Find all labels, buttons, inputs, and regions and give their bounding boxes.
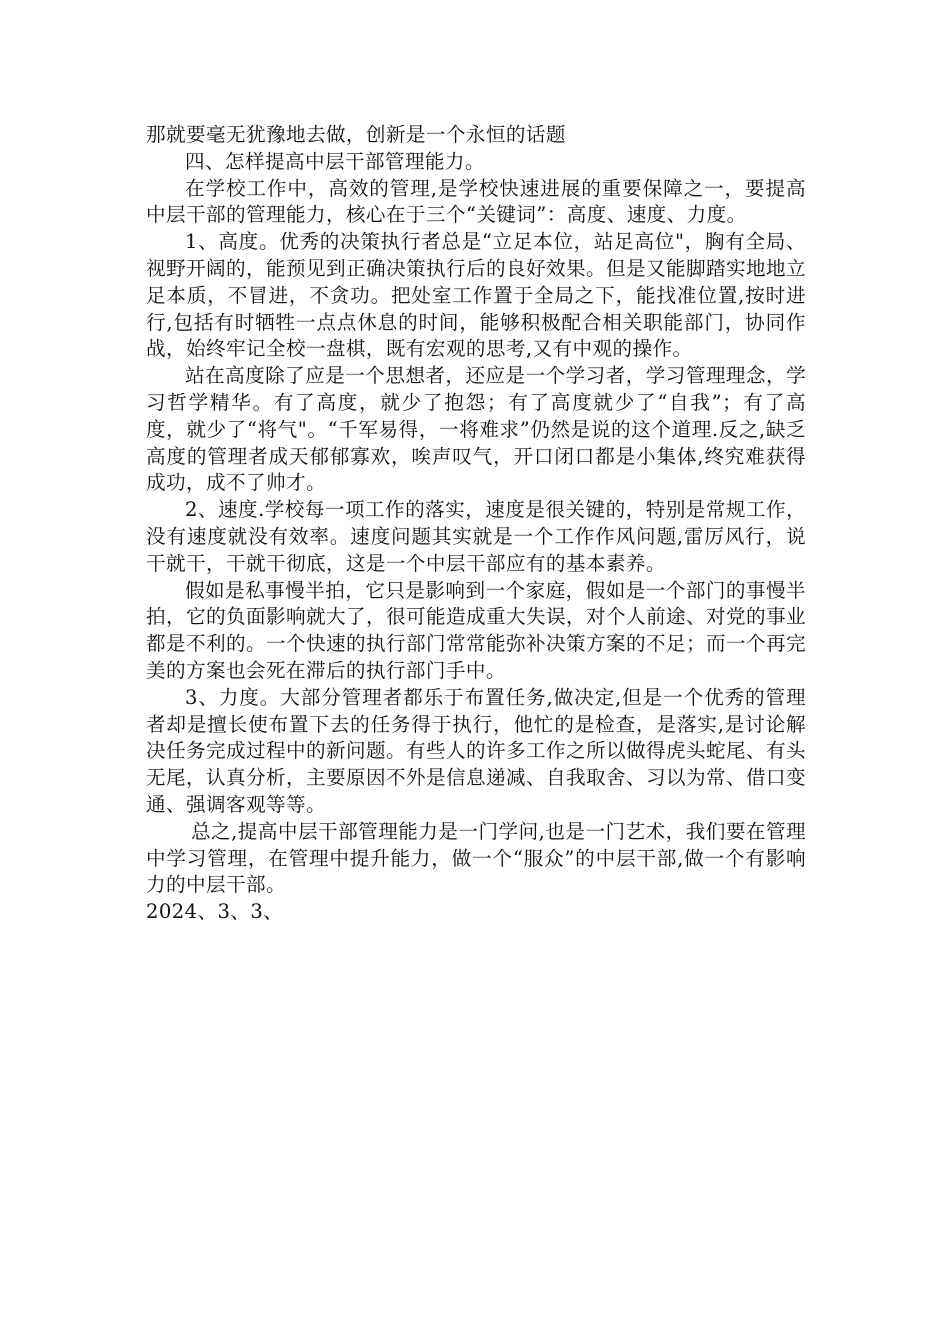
paragraph-height: 1、高度。优秀的决策执行者总是“立足本位，站足高位"，胸有全局、视野开阔的，能预见到正确决策执行后的良好效果。但是又能脚踏实地地立足本质，不冒进，不贪功。把处室工作置于全局之下，能找准位置,按时进行,包括有时牺牲一点点休息的时间，能够积极配合相关职能部门，协同作战，始终牢记全校一盘棋，既有宏观的思考,又有中观的操作。 <box>146 230 806 361</box>
paragraph-continuation: 那就要毫无犹豫地去做，创新是一个永恒的话题 <box>146 123 566 146</box>
document-body <box>146 122 806 926</box>
paragraph-speed-2: 假如是私事慢半拍，它只是影响到一个家庭，假如是一个部门的事慢半拍，它的负面影响就大了，很可能造成重大失误，对个人前途、对党的事业都是不利的。一个快速的执行部门常常能弥补决策方案的不足；而一个再完美的方案也会死在滞后的执行部门手中。 <box>146 578 806 682</box>
paragraph-height-2: 站在高度除了应是一个思想者，还应是一个学习者，学习管理理念，学习哲学精华。有了高度，就少了抱怨；有了高度就少了“自我”；有了高度，就少了“将气"。“千军易得，一将难求”仍然是说的这个道理.反之,缺乏高度的管理者成天郁郁寡欢，唉声叹气，开口闭口都是小集体,终究难获得成功，成不了帅才。 <box>146 364 806 495</box>
section-heading-4: 四、怎样提高中层干部管理能力。 <box>185 149 485 173</box>
paragraph-intro: 在学校工作中，高效的管理,是学校快速进展的重要保障之一，要提高中层干部的管理能力，核心在于三个“关键词”：高度、速度、力度。 <box>146 176 806 227</box>
paragraph-speed: 2、速度.学校每一项工作的落实，速度是很关键的，特别是常规工作，没有速度就没有效率。速度问题其实就是一个工作作风问题,雷厉风行，说干就干，干就干彻底，这是一个中层干部应有的基本素养。 <box>146 498 806 575</box>
paragraph-strength: 3、力度。大部分管理者都乐于布置任务,做决定,但是一个优秀的管理者却是擅长使布置下去的任务得于执行，他忙的是检查，是落实,是讨论解决任务完成过程中的新问题。有些人的许多工作之所以做得虎头蛇尾、有头无尾，认真分析，主要原因不外是信息递减、自我取舍、习以为常、借口变通、强调客观等等。 <box>146 685 806 816</box>
paragraph-summary: 总之,提高中层干部管理能力是一门学问,也是一门艺术，我们要在管理中学习管理，在管理中提升能力，做一个“服众”的中层干部,做一个有影响力的中层干部。 <box>146 819 806 897</box>
document-date: 2024、3、3、 <box>146 900 284 924</box>
